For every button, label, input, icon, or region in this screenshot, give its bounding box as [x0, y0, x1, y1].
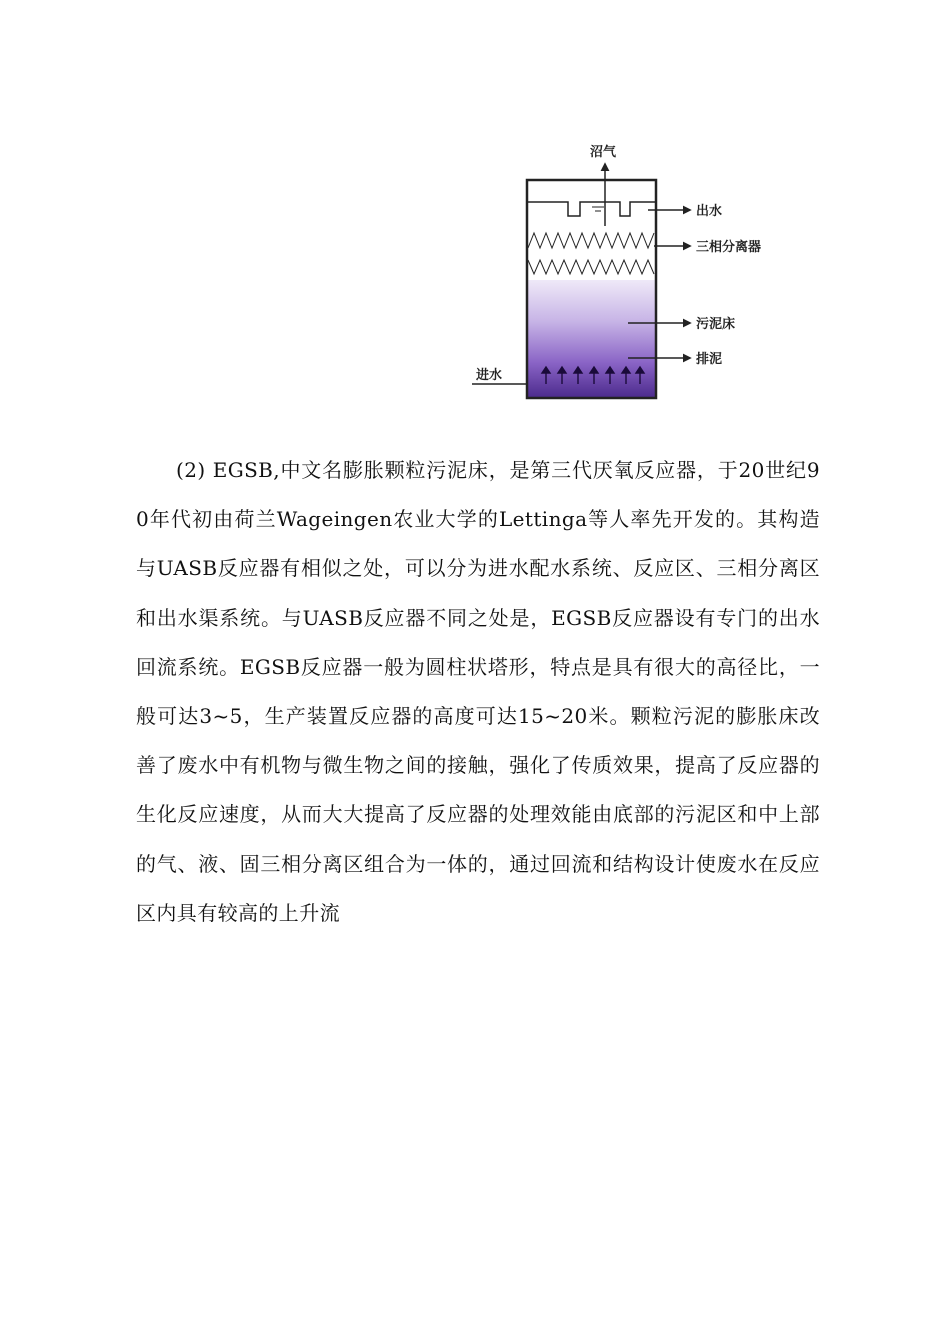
egsb-reactor-diagram [468, 136, 788, 406]
influent-label: 进水 [476, 368, 503, 383]
effluent-label: 出水 [696, 204, 723, 219]
separator-lower-cones [528, 260, 654, 274]
reactor-svg [468, 136, 788, 406]
separator-upper-cones [528, 233, 654, 248]
sludge-discharge-label: 排泥 [696, 352, 723, 367]
effluent-weir [527, 202, 656, 216]
biogas-label: 沼气 [590, 145, 617, 160]
separator-label: 三相分离器 [696, 240, 762, 255]
egsb-description-paragraph: (2) EGSB,中文名膨胀颗粒污泥床，是第三代厌氧反应器，于20世纪90年代初由荷兰Wageingen农业大学的Lettinga等人率先开发的。其构造与UASB反应器有相似之处，可以分为进水配水系统、反应区、三相分离区和出水渠系统。与UASB反应器不同之处是，EGSB反应器设有专门的出水回流系统。EGSB反应器一般为圆柱状塔形，特点是具有很大的高径比，一般可达3~5，生产装置反应器的高度可达15~20米。颗粒污泥的膨胀床改善了废水中有机物与微生物之间的接触，强化了传质效果，提高了反应器的生化反应速度，从而大大提高了反应器的处理效能由底部的污泥区和中上部的气、液、固三相分离区组合为一体的，通过回流和结构设计使废水在反应区内具有较高的上升流 [136, 458, 820, 925]
sludge-bed-label: 污泥床 [696, 317, 736, 332]
